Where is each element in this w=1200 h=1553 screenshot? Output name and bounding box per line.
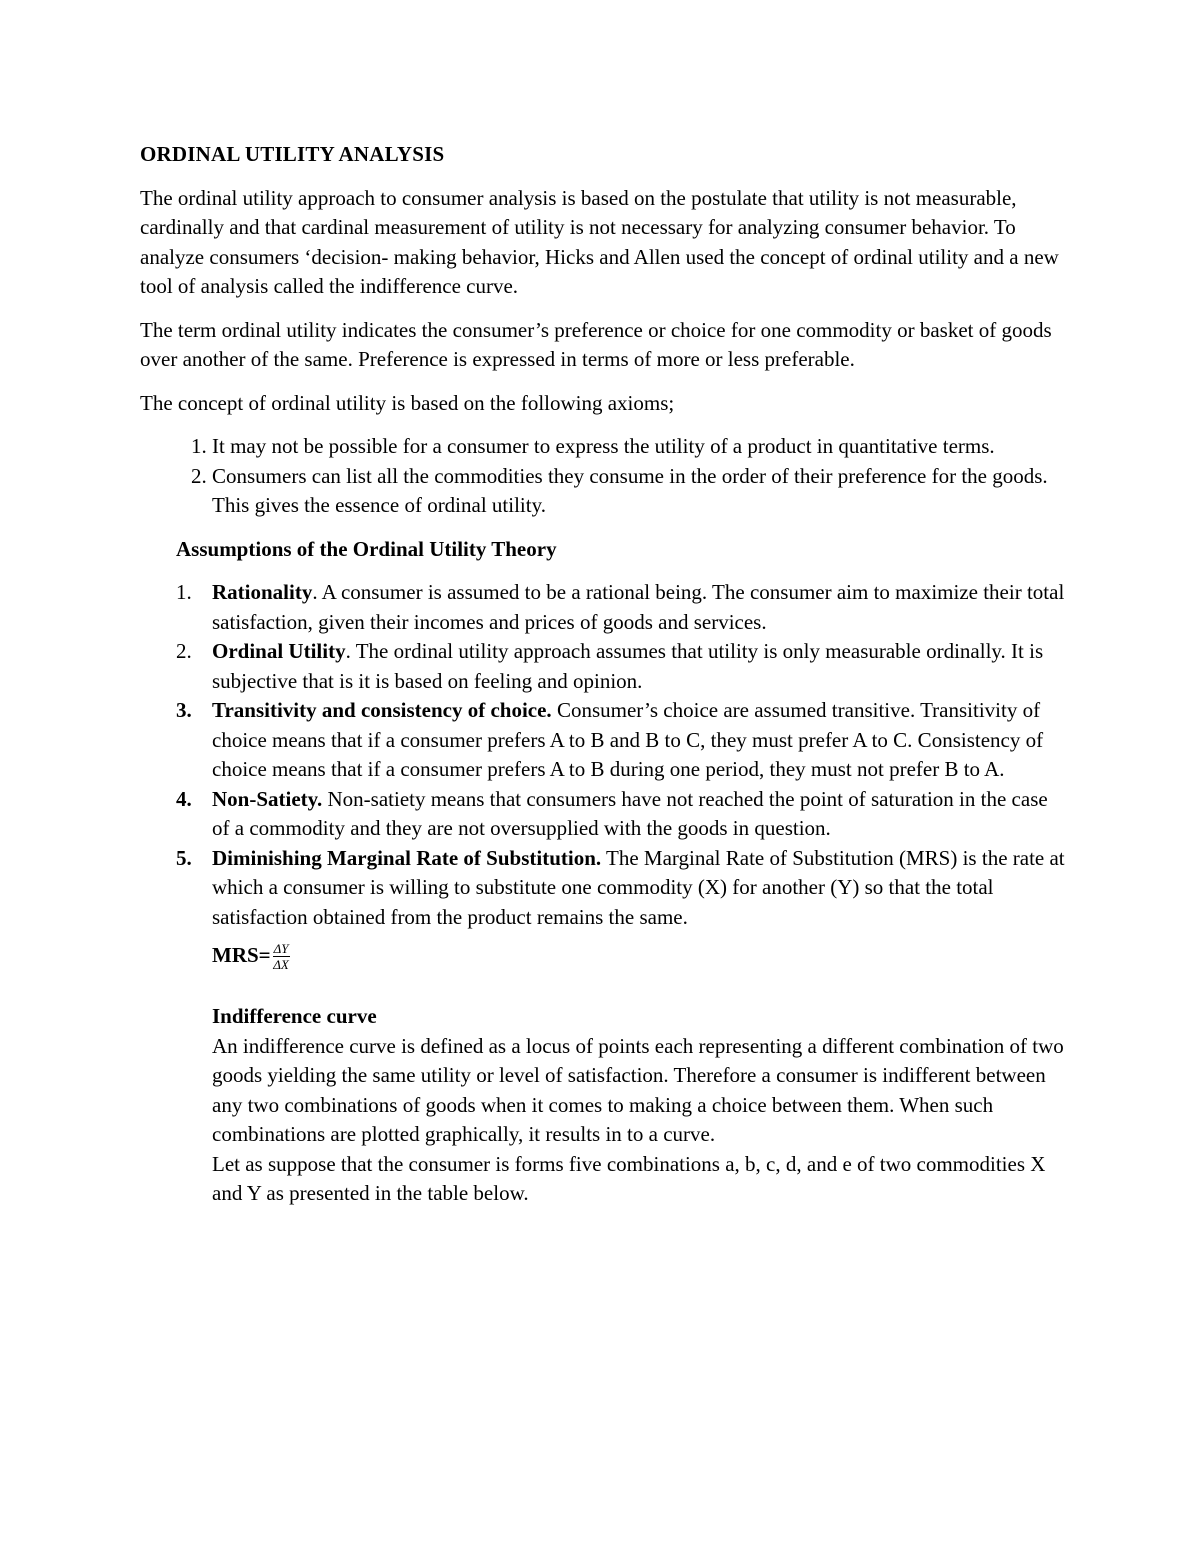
list-item (176, 844, 1070, 979)
assumption-term: Ordinal Utility (212, 639, 346, 663)
assumption-text: The Marginal Rate of Substitution (MRS) is the rate at which a consumer is willing to substitute one commodity (X) for another (Y) so that the total satisfaction obtained from the product remains the same. (212, 845, 1065, 929)
list-item (176, 578, 1070, 637)
list-item: 1. It may not be possible for a consumer to express the utility of a product in quantitative terms. (212, 432, 1070, 462)
assumptions-heading: Assumptions of the Ordinal Utility Theory (176, 536, 557, 561)
ordinal-utility-definition: The term ordinal utility indicates the consumer’s preference or choice for one commodity or basket of goods over another of the same. Preference is expressed in terms of more or less preferable. (140, 317, 1052, 371)
assumption-term: Rationality (212, 580, 313, 604)
assumption-term: Transitivity and consistency of choice. (212, 698, 552, 722)
assumptions-list (140, 578, 1070, 978)
indifference-heading: Indifference curve (212, 1004, 377, 1028)
assumption-text: . The ordinal utility approach assumes that utility is only measurable ordinally. It is subjective that is it is based on feeling and opinion. (212, 639, 1044, 693)
assumption-term: Diminishing Marginal Rate of Substitution. (212, 845, 602, 870)
mrs-denominator: ΔX (273, 956, 289, 972)
list-item (176, 637, 1070, 696)
list-number: 1. (176, 580, 192, 604)
list-number: 4. (176, 786, 192, 811)
mrs-numerator: ΔY (273, 940, 289, 956)
list-number: 5. (176, 845, 192, 870)
list-item (176, 785, 1070, 844)
assumption-text: Consumer’s choice are assumed transitive. Transitivity of choice means that if a consumer prefers A to B and B to C, they must prefer A to C. Consistency of choice means that if a consumer prefers A to B during one period, they must not prefer B to A. (212, 698, 1044, 781)
document-page (140, 140, 1070, 1209)
assumption-text: Non-satiety means that consumers have not reached the point of saturation in the case of a commodity and they are not oversupplied with the goods in question. (212, 786, 1048, 840)
assumption-text: . A consumer is assumed to be a rational being. The consumer aim to maximize their total satisfaction, given their incomes and prices of goods and services. (212, 580, 1065, 634)
indifference-combinations: Let as suppose that the consumer is forms five combinations a, b, c, d, and e of two commodities X and Y as presented in the table below. (212, 1151, 1046, 1205)
intro-paragraph: The ordinal utility approach to consumer analysis is based on the postulate that utility is not measurable, cardinally and that cardinal measurement of utility is not necessary for analyzing consumer behavior. To analyze consumers ‘decision- making behavior, Hicks and Allen used the concept of ordinal utility and a new tool of analysis called the indifference curve. (140, 185, 1059, 298)
axioms-list (140, 432, 1070, 521)
mrs-fraction (273, 941, 290, 972)
list-number: 3. (176, 698, 192, 722)
list-number: 2. (176, 639, 192, 663)
list-item: 2. Consumers can list all the commodities they consume in the order of their preference for the goods. This gives the essence of ordinal utility. (212, 462, 1070, 521)
mrs-formula (212, 934, 1070, 978)
indifference-definition: An indifference curve is defined as a locus of points each representing a different combination of two goods yielding the same utility or level of satisfaction. Therefore a consumer is indifferent between any two combinations of goods when it comes to making a choice between them. When such combinations are plotted graphically, it results in to a curve. (212, 1033, 1064, 1146)
document-title: ORDINAL UTILITY ANALYSIS (140, 142, 445, 166)
mrs-label: MRS= (212, 943, 271, 968)
list-item (176, 696, 1070, 785)
assumption-term: Non-Satiety. (212, 786, 323, 811)
axioms-intro: The concept of ordinal utility is based on the following axioms; (140, 390, 675, 415)
indifference-section (212, 1002, 1070, 1209)
